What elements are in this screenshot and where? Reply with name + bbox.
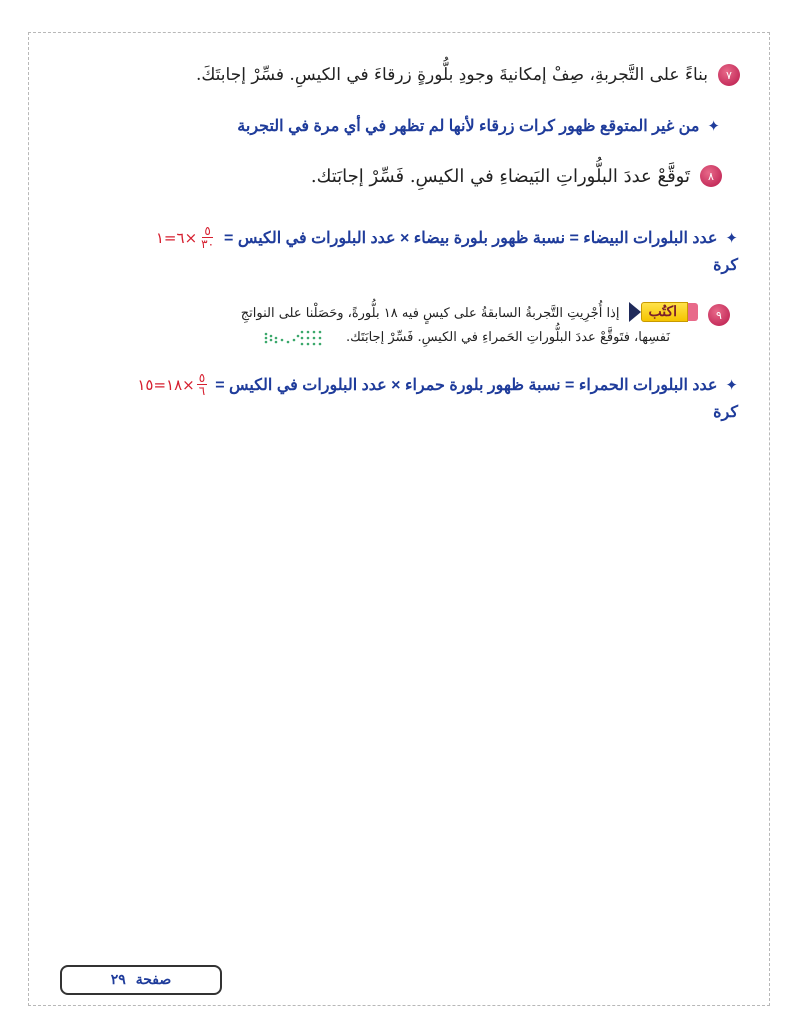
question-7-text: بناءً على التَّجربةِ، صِفْ إمكانيةَ وجودِ بلُّورةٍ زرقاءَ في الكيسِ. فسِّرْ إجابتَكَ.: [195, 65, 708, 85]
answer-9-line2: كرة: [713, 404, 738, 421]
math-fraction: [199, 225, 216, 250]
question-number-7: ٧: [718, 64, 740, 86]
math-factor: ١٨: [166, 375, 183, 394]
diamond-bullet-icon: ✦: [725, 375, 738, 394]
math-times: ×: [184, 228, 198, 247]
eraser-icon: [688, 303, 698, 321]
page-number: ٢٩: [110, 972, 126, 988]
math-factor: ٦: [176, 228, 185, 247]
answer-7-text: من غير المتوقع ظهور كرات زرقاء لأنها لم تظهر في أي مرة في التجربة: [237, 118, 700, 135]
math-result: ١٥: [137, 375, 154, 394]
pencil-label: اكتُب: [641, 302, 688, 322]
answer-9: [40, 372, 738, 397]
math-times: ×: [182, 375, 195, 394]
fraction-numerator: ٥: [198, 371, 206, 385]
question-9: [60, 302, 730, 326]
fraction-denominator: ٦: [198, 384, 206, 398]
question-number-8: ٨: [700, 165, 722, 187]
answer-8-continuation: [60, 255, 738, 275]
answer-9-math: [137, 372, 209, 397]
fraction-denominator: ٣٠: [201, 237, 215, 251]
page-number-box: [60, 965, 222, 995]
answer-8: [40, 225, 738, 250]
math-equals: =: [163, 228, 177, 247]
page-label: صفحة: [135, 972, 172, 988]
answer-9-line1: عدد البلورات الحمراء = نسبة ظهور بلورة حمراء × عدد البلورات في الكيس =: [215, 376, 718, 394]
answer-7: [60, 116, 720, 136]
question-number-9: ٩: [708, 304, 730, 326]
answer-8-math: [156, 225, 218, 250]
pencil-tip-icon: [629, 302, 641, 322]
math-result: ١: [155, 228, 164, 247]
math-fraction: [197, 372, 207, 397]
math-equals: =: [153, 375, 167, 394]
fraction-numerator: ٥: [204, 224, 211, 238]
question-9-continuation: [60, 326, 670, 350]
answer-9-continuation: [60, 402, 738, 422]
question-8-text: تَوقَّعْ عددَ البلُّوراتِ البَيضاءِ في الكيسِ. فَسِّرْ إجابَتك.: [310, 165, 690, 187]
question-9-line2: نَفسِها، فتَوقَّعْ عددَ البلُّوراتِ الحَمراءِ في الكيسِ. فَسِّرْ إجابَتَك.: [345, 330, 670, 345]
decorative-dots-icon: [262, 328, 326, 348]
question-7: [60, 64, 740, 86]
diamond-bullet-icon: ✦: [725, 228, 738, 247]
write-badge: [629, 302, 698, 322]
answer-8-line1: عدد البلورات البيضاء = نسبة ظهور بلورة بيضاء × عدد البلورات في الكيس =: [224, 229, 718, 247]
diamond-bullet-icon: ✦: [707, 117, 720, 135]
question-9-line1: إذا أُجْرِيتِ التَّجربةُ السابقةُ على كيسٍ فيه ١٨ بلُّورةً، وحَصَلْنا على النواتجِ: [240, 306, 620, 321]
question-8: [60, 165, 722, 187]
answer-8-line2: كرة: [713, 257, 738, 274]
